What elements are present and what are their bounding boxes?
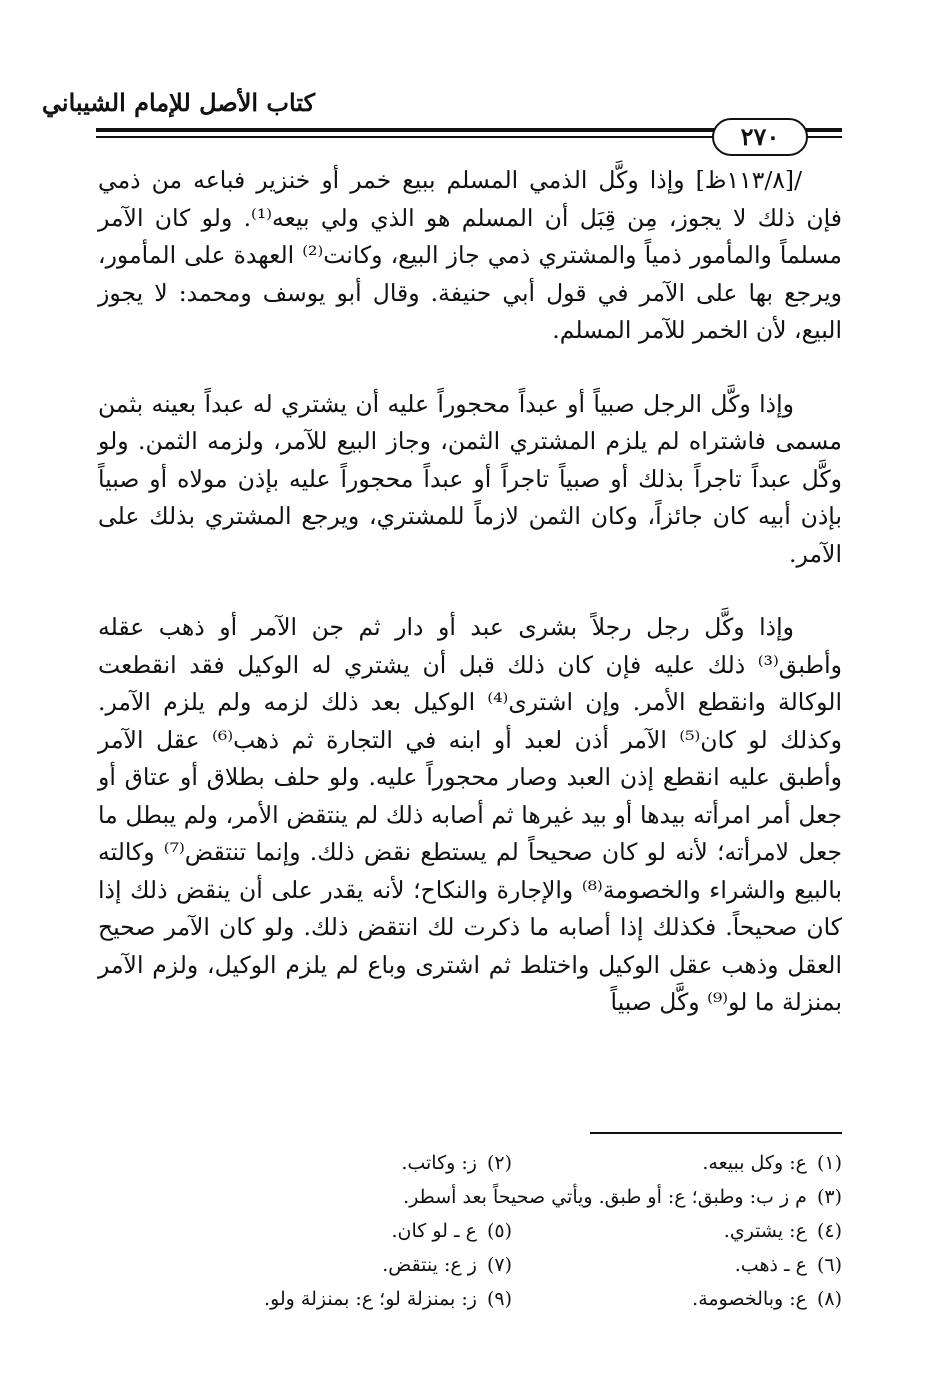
footnote-text: ع ـ لو كان. [391,1220,477,1242]
footnote-1 [512,1146,842,1180]
running-header-title: كتاب الأصل للإمام الشيباني [41,88,315,117]
paragraph-1: /[١١٣/٨ظ] وإذا وكَّل الذمي المسلم ببيع خمر أو خنزير فباعه من ذمي فإن ذلك لا يجوز، مِن قِبَل أن المسلم هو الذي ولي بيعه⁽¹⁾. ولو كان الآمر مسلماً والمأمور ذمياً والمشتري ذمي جاز البيع، وكانت⁽²⁾ العهدة على المأمور، ويرجع بها على الآمر في قول أبي حنيفة. وقال أبو يوسف ومحمد: لا يجوز البيع، لأن الخمر للآمر المسلم. [98,166,842,344]
footnote-4 [512,1214,842,1248]
footnote-6 [512,1248,842,1282]
footnote-9 [182,1282,512,1316]
footnote-number: (٦) [816,1254,842,1276]
footnote-text: ز: بمنزلة لو؛ ع: بمنزلة ولو. [264,1288,477,1310]
footnote-2 [182,1146,512,1180]
footnote-number: (٢) [486,1152,512,1174]
footnotes [100,1146,842,1316]
footnote-7 [182,1248,512,1282]
footnote-3 [100,1180,842,1214]
footnote-text: ع: يشتري. [723,1220,807,1242]
footnote-row [100,1248,842,1282]
footnote-separator [590,1132,842,1134]
paragraph-2: وإذا وكَّل الرجل صبياً أو عبداً محجوراً عليه أن يشتري له عبداً بعينه بثمن مسمى فاشتراه لم يلزم المشتري الثمن، وجاز البيع للآمر، ولزمه الثمن. ولو وكَّل عبداً تاجراً بذلك أو صبياً تاجراً أو عبداً محجوراً عليه بإذن مولاه أو صبياً بإذن أبيه كان جائزاً، وكان الثمن لازماً للمشتري، ويرجع المشتري بذلك على الآمر. [98,389,842,568]
footnote-number: (١) [816,1152,842,1174]
footnote-number: (٩) [486,1288,512,1310]
main-text [98,162,842,1058]
footnote-number: (٧) [486,1254,512,1276]
footnote-number: (٣) [816,1186,842,1208]
footnote-row [100,1214,842,1248]
footnote-8 [512,1282,842,1316]
footnote-row [100,1146,842,1180]
footnote-number: (٨) [816,1288,842,1310]
footnote-5 [182,1214,512,1248]
footnote-number: (٥) [486,1220,512,1242]
footnote-text: ع: وبالخصومة. [692,1288,807,1310]
paragraph-3: وإذا وكَّل رجل رجلاً بشرى عبد أو دار ثم جن الآمر أو ذهب عقله وأطبق⁽³⁾ ذلك عليه فإن كان ذلك قبل أن يشتري له الوكيل فقد انقطعت الوكالة وانقطع الأمر. وإن اشترى⁽⁴⁾ الوكيل بعد ذلك لزمه ولم يلزم الآمر. وكذلك لو كان⁽⁵⁾ الآمر أذن لعبد أو ابنه في التجارة ثم ذهب⁽⁶⁾ عقل الآمر وأطبق عليه انقطع إذن العبد وصار محجوراً عليه. ولو حلف بطلاق أو عتاق أو جعل أمر امرأته بيدها أو بيد غيرها ثم أصابه ذلك لم ينتقض الأمر، ولم يبطل ما جعل لامرأته؛ لأنه لو كان صحيحاً لم يستطع نقض ذلك. وإنما تنتقض⁽⁷⁾ وكالته بالبيع والشراء والخصومة⁽⁸⁾ والإجارة والنكاح؛ لأنه يقدر على أن ينقض ذلك إذا كان صحيحاً. فكذلك إذا أصابه ما ذكرت لك انتقض ذلك. ولو كان الآمر صحيح العقل وذهب عقل الوكيل واختلط ثم اشترى وباع لم يلزم الوكيل، ولزم الآمر بمنزلة ما لو⁽⁹⁾ وكَّل صبياً [98,613,842,1016]
footnote-text: ع: وكل ببيعه. [702,1152,807,1174]
footnote-number: (٤) [816,1220,842,1242]
footnote-text: ع ـ ذهب. [734,1254,807,1276]
footnote-text: ز: وكاتب. [401,1152,477,1174]
footnote-text: م ز ب: وطبق؛ ع: أو طبق. ويأتي صحيحاً بعد أسطر. [403,1186,807,1208]
page-number: ٢٧٠ [712,118,808,156]
footnote-text: ز ع: ينتقض. [382,1254,477,1276]
footnote-row [100,1282,842,1316]
